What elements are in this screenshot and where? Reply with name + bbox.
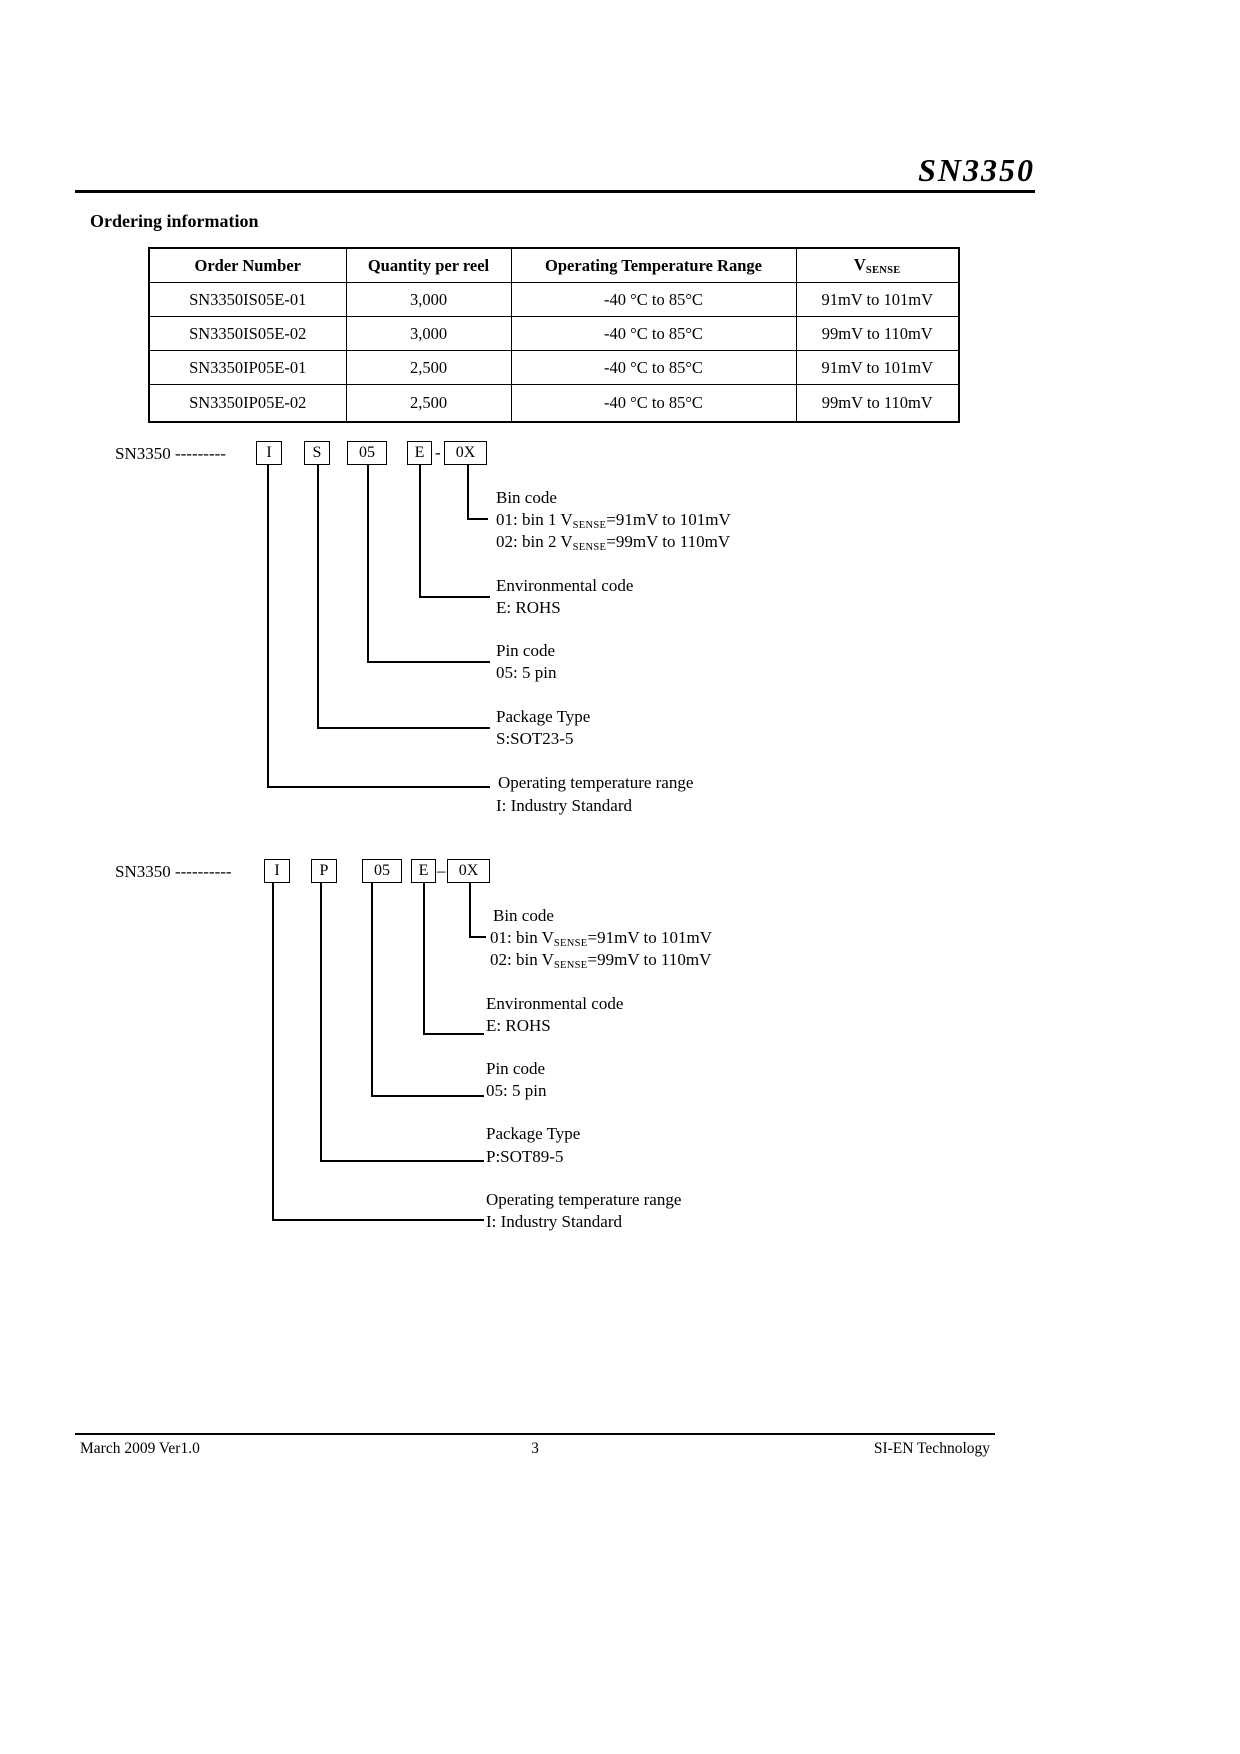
- leader-line-pin-1: [367, 465, 369, 661]
- code-box-pin-1: 05: [347, 441, 387, 465]
- callout-bin-title-2: Bin code: [493, 906, 554, 925]
- callout-package-desc-2: P:SOT89-5: [486, 1147, 564, 1166]
- cell-vsense: 91mV to 101mV: [796, 351, 959, 385]
- callout-env-title-2: Environmental code: [486, 994, 624, 1013]
- callout-bin-line2-2: [490, 950, 711, 976]
- callout-pin-desc-2: 05: 5 pin: [486, 1081, 547, 1100]
- bin-line-text: 01: bin 1 V: [496, 510, 573, 529]
- page-title: SN3350: [918, 152, 1035, 188]
- table-row: [149, 351, 959, 385]
- footer-company: SI-EN Technology: [873, 1440, 990, 1457]
- leader-line-bin-2: [469, 883, 471, 936]
- leader-line-bin-2: [469, 936, 486, 938]
- cell-temp-range: -40 °C to 85°C: [511, 283, 796, 317]
- table-row: [149, 317, 959, 351]
- callout-package-title-2: Package Type: [486, 1124, 581, 1143]
- cell-vsense: 99mV to 110mV: [796, 317, 959, 351]
- code-box-temp-1: I: [256, 441, 282, 465]
- leader-line-temp-2: [272, 1219, 484, 1221]
- callout-env-title-1: Environmental code: [496, 576, 634, 595]
- leader-dashes: ---------: [174, 444, 226, 463]
- part-number-label: SN3350: [115, 862, 171, 881]
- code-separator-2: –: [437, 861, 446, 880]
- bin-line-text: 02: bin 2 V: [496, 532, 573, 551]
- leader-line-package-2: [320, 883, 322, 1160]
- header-vsense: [796, 248, 959, 283]
- code-separator-1: -: [435, 443, 441, 462]
- leader-line-temp-1: [267, 786, 490, 788]
- bin-line-text: 01: bin V: [490, 928, 554, 947]
- bin-line-text: =91mV to 101mV: [587, 928, 713, 947]
- leader-line-env-2: [423, 1033, 484, 1035]
- code-box-package-1: S: [304, 441, 330, 465]
- table-row: [149, 283, 959, 317]
- vsense-sub: SENSE: [553, 960, 588, 971]
- leader-line-temp-1: [267, 465, 269, 786]
- header-rule: [75, 190, 1035, 193]
- leader-line-pin-1: [367, 661, 490, 663]
- cell-temp-range: -40 °C to 85°C: [511, 351, 796, 385]
- cell-temp-range: -40 °C to 85°C: [511, 317, 796, 351]
- section-heading: Ordering information: [90, 211, 259, 231]
- callout-bin-title-1: Bin code: [496, 488, 557, 507]
- code-box-env-2: E: [411, 859, 436, 883]
- cell-vsense: 91mV to 101mV: [796, 283, 959, 317]
- cell-order-number: SN3350IS05E-02: [149, 317, 346, 351]
- ordering-table: [148, 247, 960, 423]
- cell-quantity: 3,000: [346, 283, 511, 317]
- callout-temp-title-1: Operating temperature range: [498, 773, 694, 792]
- callout-env-desc-1: E: ROHS: [496, 598, 561, 617]
- vsense-base: V: [853, 255, 866, 274]
- part-number-label: SN3350: [115, 444, 171, 463]
- bin-line-text: 02: bin V: [490, 950, 554, 969]
- header-temp-range: Operating Temperature Range: [511, 248, 796, 283]
- ordering-code-prefix-2: [115, 862, 232, 882]
- header-quantity: Quantity per reel: [346, 248, 511, 283]
- vsense-sub: SENSE: [572, 520, 607, 531]
- code-box-temp-2: I: [264, 859, 290, 883]
- vsense-sub: SENSE: [553, 938, 588, 949]
- callout-pin-title-2: Pin code: [486, 1059, 546, 1078]
- footer-rule: [75, 1433, 995, 1435]
- leader-line-package-2: [320, 1160, 484, 1162]
- cell-quantity: 3,000: [346, 317, 511, 351]
- cell-quantity: 2,500: [346, 351, 511, 385]
- code-box-package-2: P: [311, 859, 337, 883]
- leader-line-package-1: [317, 727, 490, 729]
- table-header-row: [149, 248, 959, 283]
- vsense-sub: SENSE: [865, 265, 901, 276]
- cell-quantity: 2,500: [346, 385, 511, 422]
- callout-package-title-1: Package Type: [496, 707, 591, 726]
- cell-order-number: SN3350IP05E-02: [149, 385, 346, 422]
- cell-vsense: 99mV to 110mV: [796, 385, 959, 422]
- callout-package-desc-1: S:SOT23-5: [496, 729, 574, 748]
- cell-temp-range: -40 °C to 85°C: [511, 385, 796, 422]
- leader-line-bin-1: [467, 518, 488, 520]
- callout-env-desc-2: E: ROHS: [486, 1016, 551, 1035]
- code-box-bin-1: 0X: [444, 441, 487, 465]
- callout-bin-line2-1: [496, 532, 730, 558]
- leader-line-temp-2: [272, 883, 274, 1219]
- leader-dashes: ----------: [174, 862, 232, 881]
- callout-pin-desc-1: 05: 5 pin: [496, 663, 557, 682]
- table-row: [149, 385, 959, 422]
- cell-order-number: SN3350IP05E-01: [149, 351, 346, 385]
- bin-line-text: =99mV to 110mV: [606, 532, 731, 551]
- callout-temp-desc-2: I: Industry Standard: [486, 1212, 622, 1231]
- leader-line-pin-2: [371, 1095, 484, 1097]
- leader-line-bin-1: [467, 465, 469, 518]
- leader-line-package-1: [317, 465, 319, 727]
- bin-line-text: =99mV to 110mV: [587, 950, 712, 969]
- callout-temp-desc-1: I: Industry Standard: [496, 796, 632, 815]
- footer-date-version: March 2009 Ver1.0: [80, 1440, 200, 1457]
- code-box-env-1: E: [407, 441, 432, 465]
- code-box-pin-2: 05: [362, 859, 402, 883]
- footer-page-number: 3: [531, 1440, 539, 1457]
- header-order-number: Order Number: [149, 248, 346, 283]
- cell-order-number: SN3350IS05E-01: [149, 283, 346, 317]
- leader-line-env-1: [419, 596, 490, 598]
- leader-line-env-2: [423, 883, 425, 1033]
- bin-line-text: =91mV to 101mV: [606, 510, 731, 529]
- leader-line-pin-2: [371, 883, 373, 1095]
- ordering-code-prefix-1: [115, 444, 226, 464]
- code-box-bin-2: 0X: [447, 859, 490, 883]
- vsense-sub: SENSE: [572, 542, 607, 553]
- callout-pin-title-1: Pin code: [496, 641, 556, 660]
- leader-line-env-1: [419, 465, 421, 596]
- callout-temp-title-2: Operating temperature range: [486, 1190, 682, 1209]
